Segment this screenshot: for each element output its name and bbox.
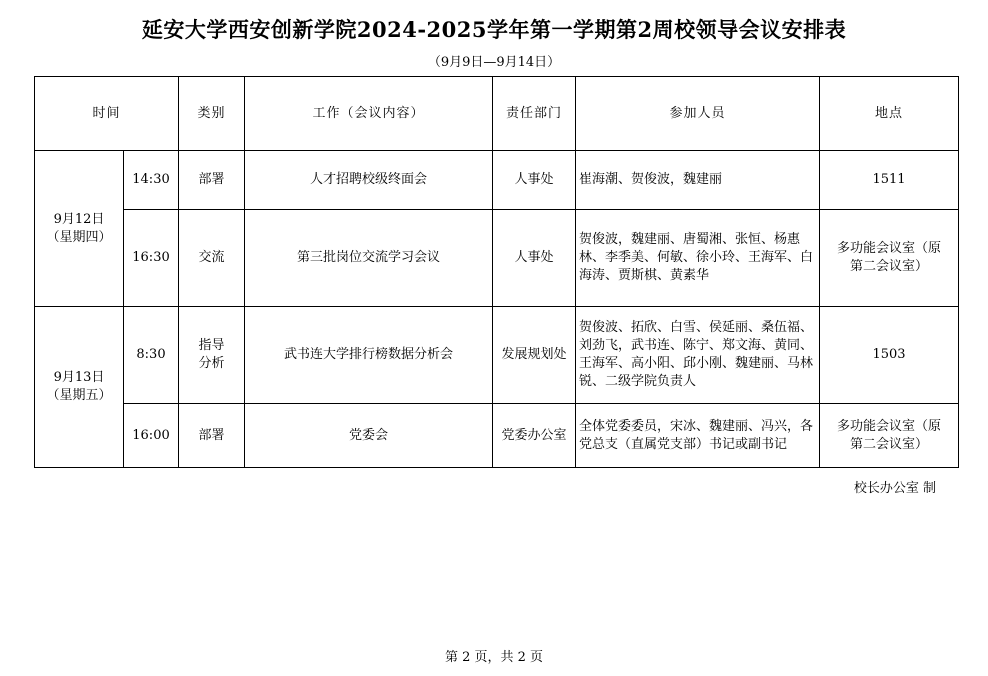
category-cell: 部署	[179, 151, 245, 210]
table-row	[35, 210, 959, 307]
participants-cell: 贺俊波，魏建丽、唐蜀湘、张恒、杨惠林、李季美、何敏、徐小玲、王海军、白海涛、贾斯棋、黄素华	[576, 210, 820, 307]
time-cell: 16:30	[124, 210, 179, 307]
location-cell: 1511	[820, 151, 959, 210]
header-time: 时间	[35, 77, 179, 151]
category-cell: 指导分析	[179, 307, 245, 404]
location-cell: 多功能会议室（原第二会议室）	[820, 210, 959, 307]
dept-cell: 发展规划处	[493, 307, 576, 404]
time-cell: 14:30	[124, 151, 179, 210]
dept-cell: 党委办公室	[493, 404, 576, 468]
table-row	[35, 404, 959, 468]
participants-cell: 崔海潮、贺俊波，魏建丽	[576, 151, 820, 210]
day-cell	[35, 151, 124, 307]
table-row	[35, 307, 959, 404]
location-cell: 多功能会议室（原第二会议室）	[820, 404, 959, 468]
dept-cell: 人事处	[493, 210, 576, 307]
work-cell: 武书连大学排行榜数据分析会	[245, 307, 493, 404]
page-number: 第 2 页，共 2 页	[444, 650, 544, 665]
location-cell: 1503	[820, 307, 959, 404]
day-date: 9月12日	[53, 211, 105, 227]
header-location: 地点	[820, 77, 959, 151]
category-cell: 交流	[179, 210, 245, 307]
schedule-table	[34, 76, 959, 468]
day-weekday: （星期五）	[46, 388, 112, 403]
issuer-note: 校长办公室 制	[853, 481, 936, 496]
header-participants: 参加人员	[576, 77, 820, 151]
work-cell: 党委会	[245, 404, 493, 468]
day-weekday: （星期四）	[46, 229, 112, 245]
table-row	[35, 151, 959, 210]
time-cell: 8:30	[124, 307, 179, 404]
time-cell: 16:00	[124, 404, 179, 468]
header-row	[35, 77, 959, 151]
page-title: 延安大学西安创新学院2024-2025学年第一学期第2周校领导会议安排表	[141, 17, 847, 42]
header-dept: 责任部门	[493, 77, 576, 151]
header-category: 类别	[179, 77, 245, 151]
day-cell	[35, 307, 124, 468]
participants-cell: 全体党委委员，宋冰、魏建丽、冯兴，各党总支（直属党支部）书记或副书记	[576, 404, 820, 468]
header-work: 工作（会议内容）	[245, 77, 493, 151]
work-cell: 第三批岗位交流学习会议	[245, 210, 493, 307]
participants-cell: 贺俊波、拓欣、白雪、侯延丽、桑伍福、刘劲飞，武书连、陈宁、郑文海、黄同、王海军、高小阳、邱小刚、魏建丽、马林锐、二级学院负责人	[576, 307, 820, 404]
day-date: 9月13日	[53, 370, 105, 385]
category-cell: 部署	[179, 404, 245, 468]
work-cell: 人才招聘校级终面会	[245, 151, 493, 210]
date-range-subtitle: （9月9日—9月14日）	[427, 55, 561, 70]
dept-cell: 人事处	[493, 151, 576, 210]
